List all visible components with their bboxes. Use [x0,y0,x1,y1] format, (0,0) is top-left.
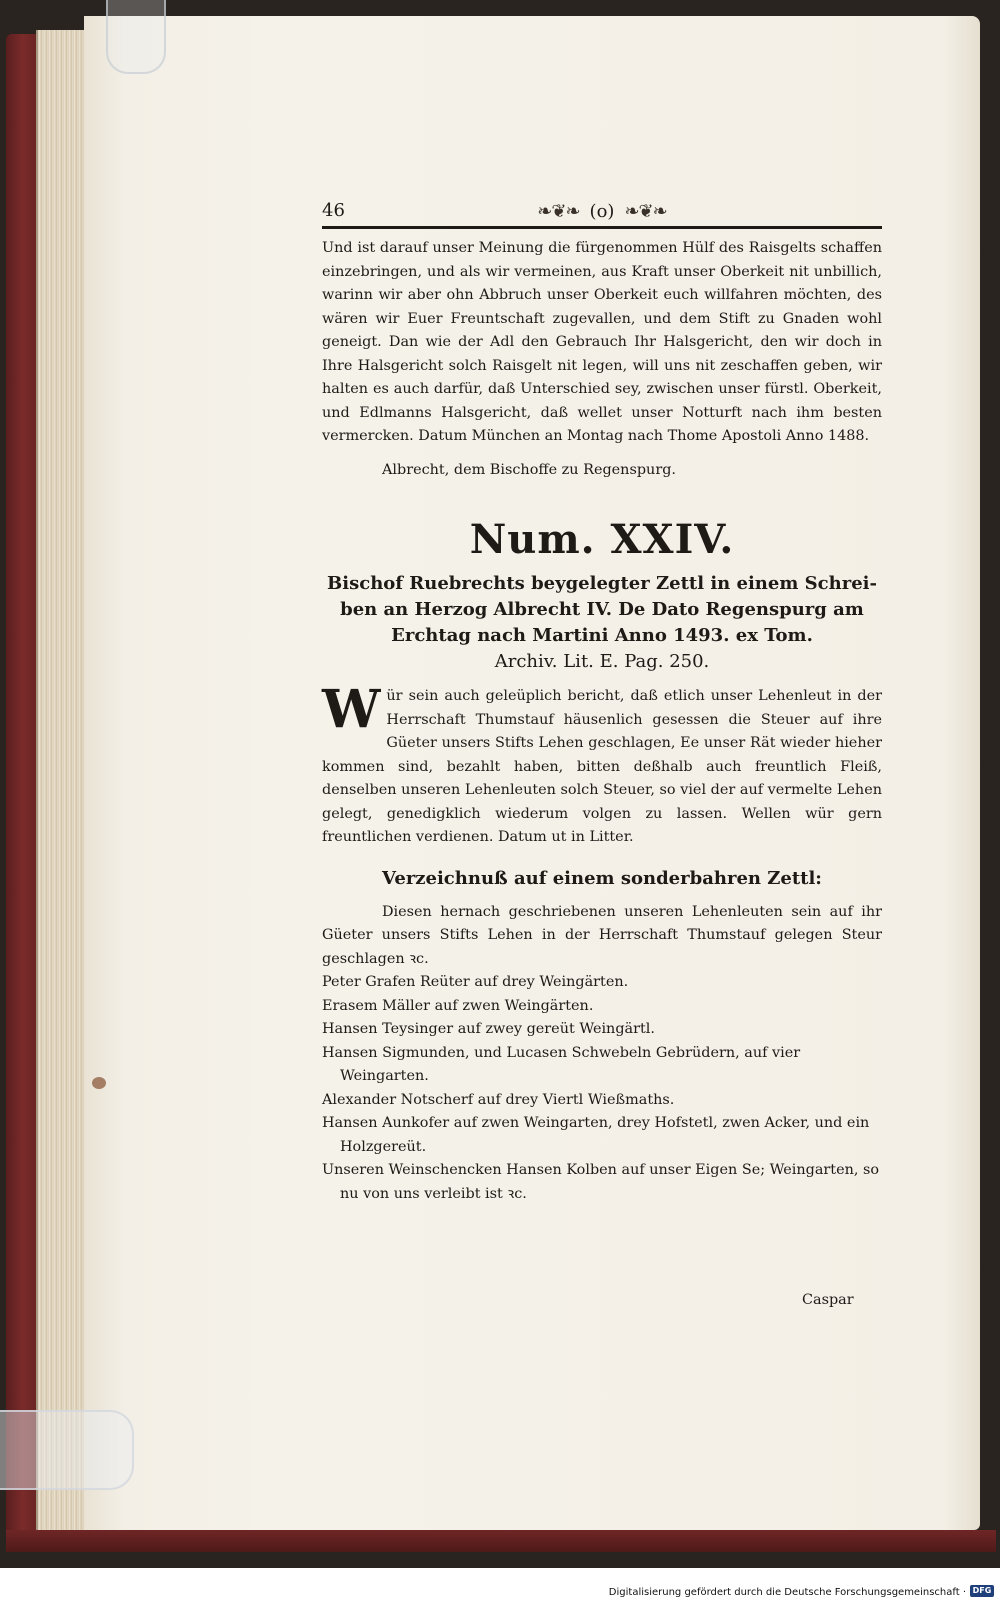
paper-clip-top [106,0,166,74]
catchword: Caspar [802,1292,854,1308]
header-rule [322,226,882,229]
section-title-line-3: Erchtag nach Martini Anno 1493. ex Tom. [391,625,813,646]
document-number-heading: Num. XXIV. [469,516,735,563]
letter-text: ür sein auch geleüplich bericht, daß etlich unser Lehenleut in der Herrschaft Thumstauf häusenlich gesessen die Steuer auf ihre Güeter unsers Stifts Lehen geschlagen, Ee unser Rät wieder hieher kommen sind, bezahlt haben, bitten deßhalb auch freuntlich Fleiß, denselben unseren Lehenleuten solch Steuer, so viel der auf vermelte Lehen gelegt, genedigklich wiederum volgen zu lassen. Wellen wür gern freuntlichen verdienen. Datum ut in Litter. [322,688,882,845]
section-title-line-1: Bischof Ruebrechts beygelegter Zettl in einem Schrei- [327,573,877,594]
header-mark: (o) [589,200,615,222]
signature-line: Albrecht, dem Bischoffe zu Regenspurg. [382,461,676,478]
header-center [537,201,666,222]
list-item: Hansen Aunkofer auf zwen Weingarten, drey Hofstetl, zwen Acker, und ein Holzgereüt. [322,1115,870,1155]
book-cover-bottom [6,1530,996,1552]
list-item: Unseren Weinschencken Hansen Kolben auf unser Eigen Se; Weingarten, so nu von uns verleibt ist ꝛc. [322,1162,880,1202]
page-stain [92,1077,106,1089]
digitization-footer [0,1568,1000,1601]
page-number: 46 [322,200,345,221]
tenant-list [322,971,882,1206]
running-header [322,196,882,226]
ornament-right-icon: ❧❦❧ [624,200,667,222]
ornament-left-icon: ❧❦❧ [537,200,580,222]
list-subheading: Verzeichnuß auf einem sonderbahren Zettl: [382,867,822,889]
footer-credit: Digitalisierung gefördert durch die Deutsche Forschungsgemeinschaft · [608,1587,966,1598]
drop-capital: W [322,679,381,740]
section-title-line-4: Archiv. Lit. E. Pag. 250. [494,651,710,672]
paragraph-1: Und ist darauf unser Meinung die fürgenommen Hülf des Raisgelts schaffen einzebringen, und als wir vermeinen, aus Kraft unser Oberkeit nit unbillich, warinn wir aber ohn Abbruch unser Oberkeit euch willfahren möchten, des wären wir Euer Freuntschaft zugevallen, und dem Stift zu Gnaden wohl geneigt. Dan wie der Adl den Gebrauch Ihr Halsgericht, den wir doch in Ihre Halsgericht solch Raisgelt nit legen, will uns nit zeschaffen geben, wir halten es auch darfür, daß Unterschied sey, zwischen unser fürstl. Oberkeit, und Edlmanns Halsgericht, daß wellet unser Notturft nach ihm besten vermercken. Datum München an Montag nach Thome Apostoli Anno 1488. [322,240,882,444]
list-item: Alexander Notscherf auf drey Viertl Wießmaths. [322,1091,675,1108]
list-item: Hansen Teysinger auf zwey gereüt Weingärtl. [322,1021,655,1037]
list-item: Erasem Mäller auf zwen Weingärten. [322,997,594,1014]
page-edges [36,30,90,1530]
section-title-line-2: ben an Herzog Albrecht IV. De Dato Regenspurg am [340,599,864,620]
section-title [322,571,882,675]
list-item: Peter Grafen Reüter auf drey Weingärten. [322,974,629,990]
letter-body [322,679,882,850]
list-item: Hansen Sigmunden, und Lucasen Schwebeln Gebrüdern, auf vier Weingarten. [322,1044,801,1084]
paper-clip-bottom [0,1410,134,1490]
dfg-logo-icon: DFG [970,1585,994,1597]
page-text-block [322,196,882,1206]
list-intro: Diesen hernach geschriebenen unseren Lehenleuten sein auf ihr Güeter unsers Stifts Lehen in der Herrschaft Thumstauf gelegen Steur geschlagen ꝛc. [322,903,882,967]
